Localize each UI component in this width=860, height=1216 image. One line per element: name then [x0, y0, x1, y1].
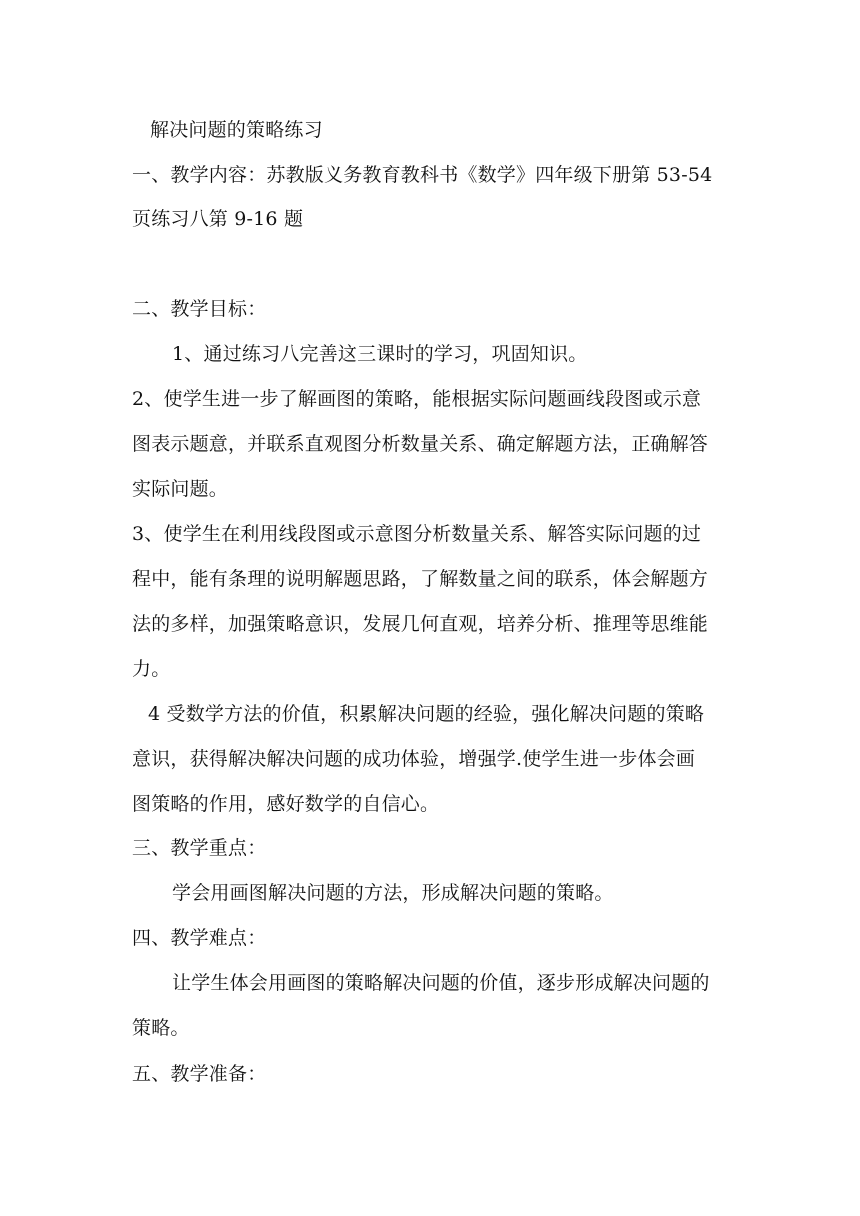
section-heading: 五、教学准备： [132, 1063, 267, 1085]
text-line: 1、通过练习八完善这三课时的学习，巩固知识。 [172, 343, 588, 365]
text-line: 2、使学生进一步了解画图的策略，能根据实际问题画线段图或示意 [132, 388, 702, 410]
text-line: 图策略的作用，感好数学的自信心。 [132, 793, 440, 815]
section-heading: 四、教学难点： [132, 927, 267, 949]
text-line: 图表示题意，并联系直观图分析数量关系、确定解题方法，正确解答 [132, 433, 709, 455]
section-heading: 二、教学目标： [132, 298, 267, 320]
text-line: 策略。 [132, 1017, 190, 1039]
text-line: 实际问题。 [132, 478, 229, 500]
text-line: 法的多样，加强策略意识，发展几何直观，培养分析、推理等思维能 [132, 613, 709, 635]
text-line: 程中，能有条理的说明解题思路，了解数量之间的联系，体会解题方 [132, 568, 709, 590]
text-line: 页练习八第 9-16 题 [132, 208, 304, 230]
text-line: 4 受数学方法的价值，积累解决问题的经验，强化解决问题的策略 [148, 703, 705, 725]
text-line: 力。 [132, 658, 171, 680]
text-line: 让学生体会用画图的策略解决问题的价值，逐步形成解决问题的 [172, 972, 710, 994]
section-heading: 三、教学重点： [132, 837, 267, 859]
text-line: 学会用画图解决问题的方法，形成解决问题的策略。 [172, 882, 614, 904]
text-line: 意识，获得解决解决问题的成功体验，增强学.使学生进一步体会画 [132, 748, 696, 770]
text-line: 3、使学生在利用线段图或示意图分析数量关系、解答实际问题的过 [132, 523, 702, 545]
text-line: 一、教学内容：苏教版义务教育教科书《数学》四年级下册第 53-54 [132, 164, 713, 186]
document-title: 解决问题的策略练习 [150, 119, 323, 141]
